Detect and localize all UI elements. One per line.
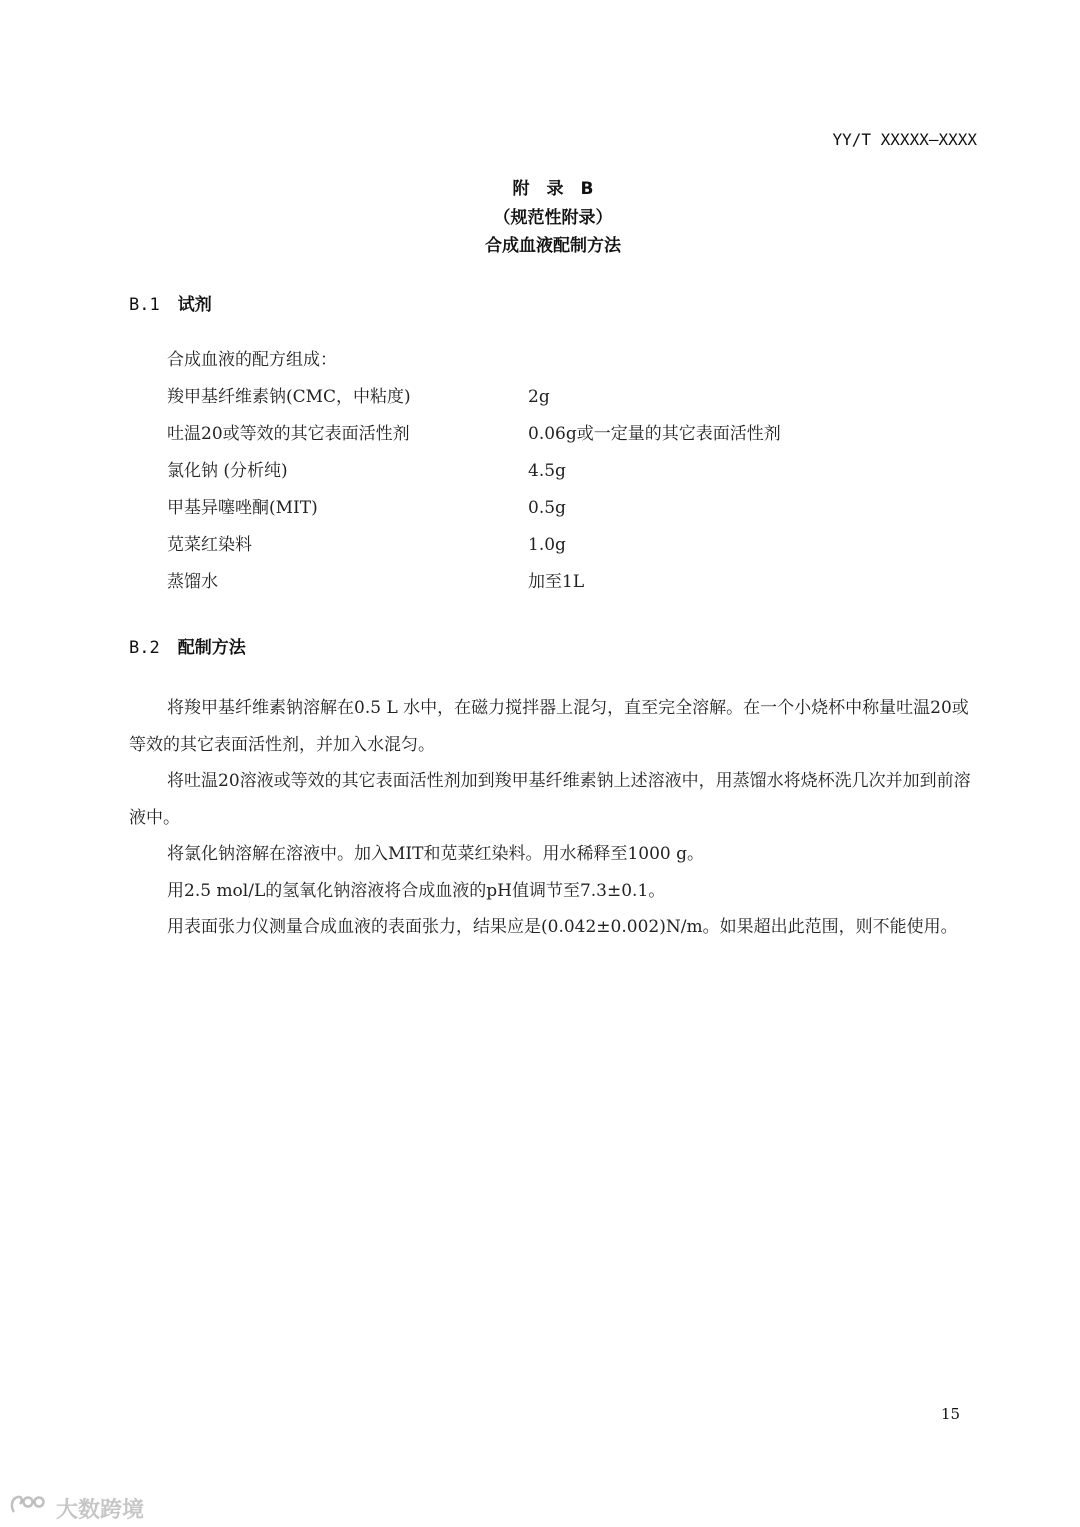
ingredient-name: 甲基异噻唑酮(MIT)	[167, 498, 318, 518]
section-title: 配制方法	[177, 638, 246, 658]
ingredient-amount: 0.06g或一定量的其它表面活性剂	[528, 424, 781, 444]
ingredient-name: 吐温20或等效的其它表面活性剂	[167, 424, 410, 444]
section-number: B.2	[129, 638, 160, 658]
watermark-text: 大数跨境	[56, 1497, 145, 1523]
page-number: 15	[941, 1405, 961, 1423]
ingredient-amount: 加至1L	[528, 572, 585, 592]
section-number: B.1	[129, 295, 160, 315]
appendix-subtitle: （规范性附录）	[493, 207, 613, 228]
method-paragraph: 将吐温20溶液或等效的其它表面活性剂加到羧甲基纤维素钠上述溶液中，用蒸馏水将烧杯洗几次并加到前溶液中。	[129, 771, 971, 828]
section-b2-heading	[129, 633, 246, 658]
section-b1-heading	[129, 290, 212, 315]
ingredient-name: 蒸馏水	[167, 572, 218, 592]
ingredient-name: 氯化钠 (分析纯)	[167, 461, 288, 481]
method-paragraph: 将羧甲基纤维素钠溶解在0.5 L 水中，在磁力搅拌器上混匀，直至完全溶解。在一个小烧杯中称量吐温20或等效的其它表面活性剂，并加入水混匀。	[129, 698, 969, 755]
section-title: 试剂	[177, 295, 212, 315]
appendix-heading: 合成血液配制方法	[485, 236, 621, 256]
watermark-logo-icon	[8, 1492, 52, 1524]
recipe-intro: 合成血液的配方组成：	[167, 350, 337, 370]
appendix-header	[0, 175, 1080, 261]
ingredient-amount: 4.5g	[528, 461, 566, 481]
appendix-title: 附 录 B	[512, 179, 594, 199]
document-code: YY/T XXXXX—XXXX	[832, 130, 977, 149]
method-body	[129, 690, 977, 946]
method-paragraph: 用表面张力仪测量合成血液的表面张力，结果应是(0.042±0.002)N/m。如果超出此范围，则不能使用。	[167, 917, 958, 937]
ingredient-name: 羧甲基纤维素钠(CMC，中粘度)	[167, 387, 411, 407]
watermark	[8, 1492, 144, 1524]
method-paragraph: 用2.5 mol/L的氢氧化钠溶液将合成血液的pH值调节至7.3±0.1。	[167, 880, 666, 901]
method-paragraph: 将氯化钠溶解在溶液中。加入MIT和苋菜红染料。用水稀释至1000 g。	[167, 844, 705, 864]
ingredient-amount: 0.5g	[528, 498, 566, 518]
ingredient-name: 苋菜红染料	[167, 535, 252, 555]
ingredient-amount: 2g	[528, 387, 550, 407]
ingredient-amount: 1.0g	[528, 535, 566, 555]
